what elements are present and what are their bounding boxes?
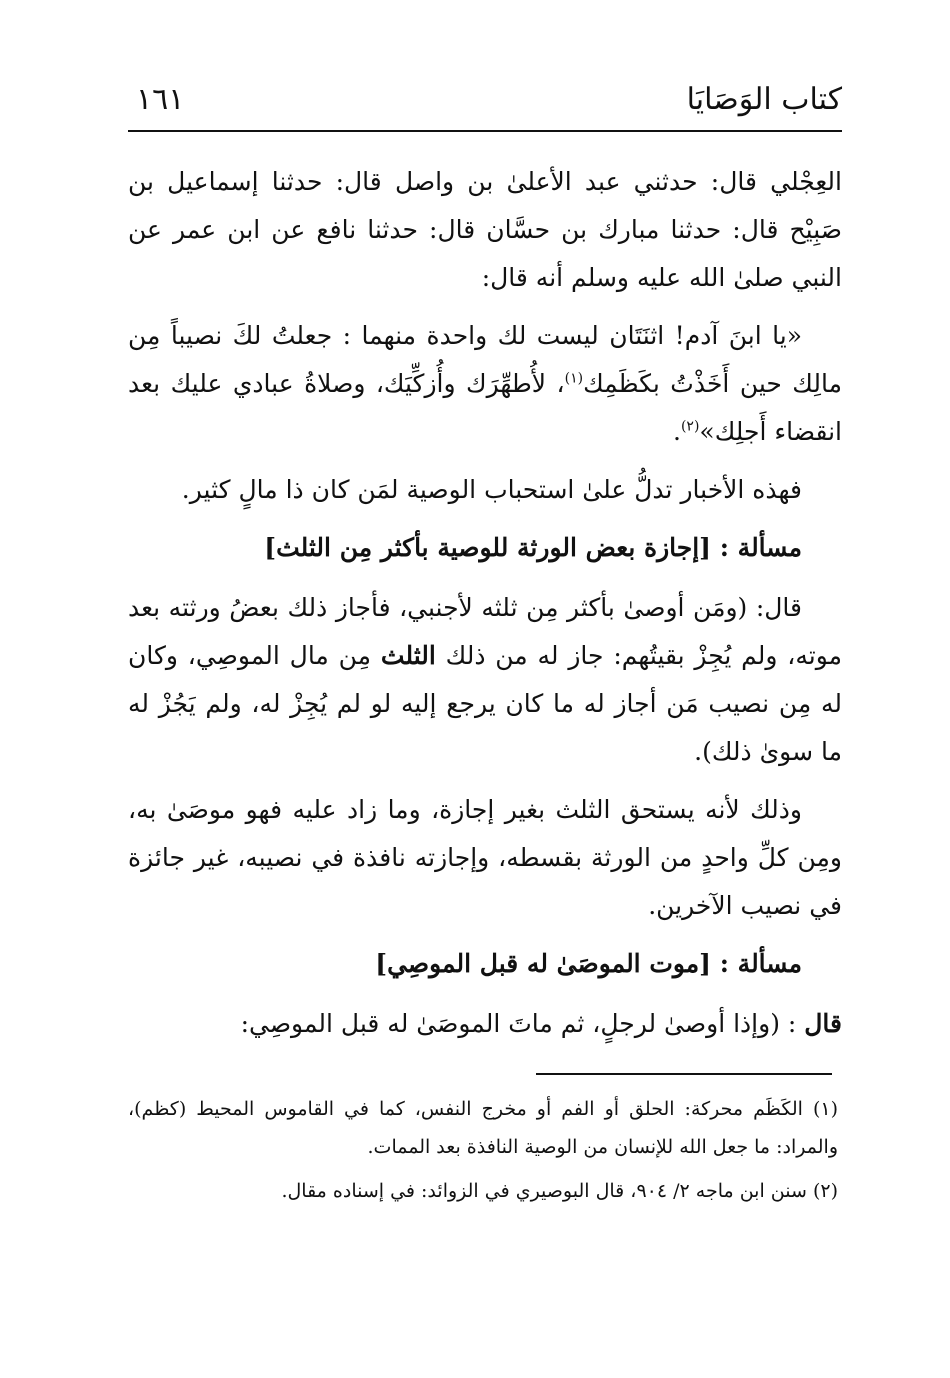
closing-text: : (وإذا أوصىٰ لرجلٍ، ثم ماتَ الموصَىٰ له قبل الموصِي: bbox=[240, 1009, 805, 1038]
heading-label: مسألة : bbox=[719, 949, 802, 978]
heading-title: [موت الموصَىٰ له قبل الموصِي] bbox=[375, 949, 712, 978]
closing-paragraph bbox=[128, 1000, 842, 1048]
hadith-end: . bbox=[672, 417, 681, 446]
running-title: كتاب الوَصَايَا bbox=[686, 82, 842, 117]
closing-bold-word: قال bbox=[804, 1009, 842, 1038]
footnote-ref-2: (٢) bbox=[680, 418, 700, 435]
heading-title: [إجازة بعض الورثة للوصية بأكثر مِن الثلث] bbox=[264, 533, 712, 562]
hadith-paragraph bbox=[128, 312, 842, 456]
heading-label: مسألة : bbox=[719, 533, 802, 562]
commentary-paragraph: فهذه الأخبار تدلُّ علىٰ استحباب الوصية لمَن كان ذا مالٍ كثير. bbox=[181, 475, 802, 504]
footnotes bbox=[128, 1090, 838, 1216]
page-header bbox=[128, 80, 842, 130]
header-rule bbox=[128, 130, 842, 132]
ruling-bold-term: الثلث bbox=[380, 641, 436, 670]
footnote-rule bbox=[536, 1073, 832, 1075]
main-text bbox=[128, 158, 842, 1058]
page-number: ١٦١ bbox=[136, 82, 185, 117]
ruling-text-continued: مِن مال الموصِي، وكان له مِن نصيب مَن أجاز له ما كان يرجع إليه لو لم يُجِزْ له، ولم يَجُزْ له ما سوىٰ ذلك). bbox=[128, 641, 842, 766]
footnote-ref-1: (١) bbox=[564, 370, 584, 387]
explanation-paragraph: وذلك لأنه يستحق الثلث بغير إجازة، وما زاد عليه فهو موصَىٰ به، ومِن كلِّ واحدٍ من الورثة بقسطه، وإجازته نافذة في نصيبه، غير جائزة في نصيب الآخرين. bbox=[128, 795, 842, 920]
isnad-paragraph: العِجْلي قال: حدثني عبد الأعلىٰ بن واصل قال: حدثنا إسماعيل بن صَبِيْح قال: حدثنا مبارك بن حسَّان قال: حدثنا نافع عن ابن عمر عن النبي صلىٰ الله عليه وسلم أنه قال: bbox=[128, 167, 842, 292]
hadith-text-continued: ، لأُطهِّرَك وأُزكِّيَك، وصلاةُ عبادي عليك بعد انقضاء أَجلِك» bbox=[128, 369, 842, 446]
footnote-2: (٢) سنن ابن ماجه ٢/ ٩٠٤، قال البوصيري في الزوائد: في إسناده مقال. bbox=[281, 1180, 838, 1202]
section-heading-2 bbox=[128, 940, 842, 988]
section-heading-1 bbox=[128, 524, 842, 572]
footnote-1: (١) الكَظَم محركة: الحلق أو الفم أو مخرج النفس، كما في القاموس المحيط (كظم)، والمراد: ما جعل الله للإنسان من الوصية النافذة بعد الممات. bbox=[128, 1098, 838, 1158]
ruling-paragraph bbox=[128, 584, 842, 776]
ruling-text: قال: (ومَن أوصىٰ بأكثر مِن ثلثه لأجنبي، فأجاز ذلك بعضُ ورثته بعد موته، ولم يُجِزْ بقيتُهم: جاز له من ذلك bbox=[128, 593, 842, 670]
hadith-text: «يا ابنَ آدم! اثنَتَان ليست لك واحدة منهما : جعلتُ لكَ نصيباً مِن مالِك حين أَخَذْتُ بكَظَمِك bbox=[128, 321, 842, 398]
